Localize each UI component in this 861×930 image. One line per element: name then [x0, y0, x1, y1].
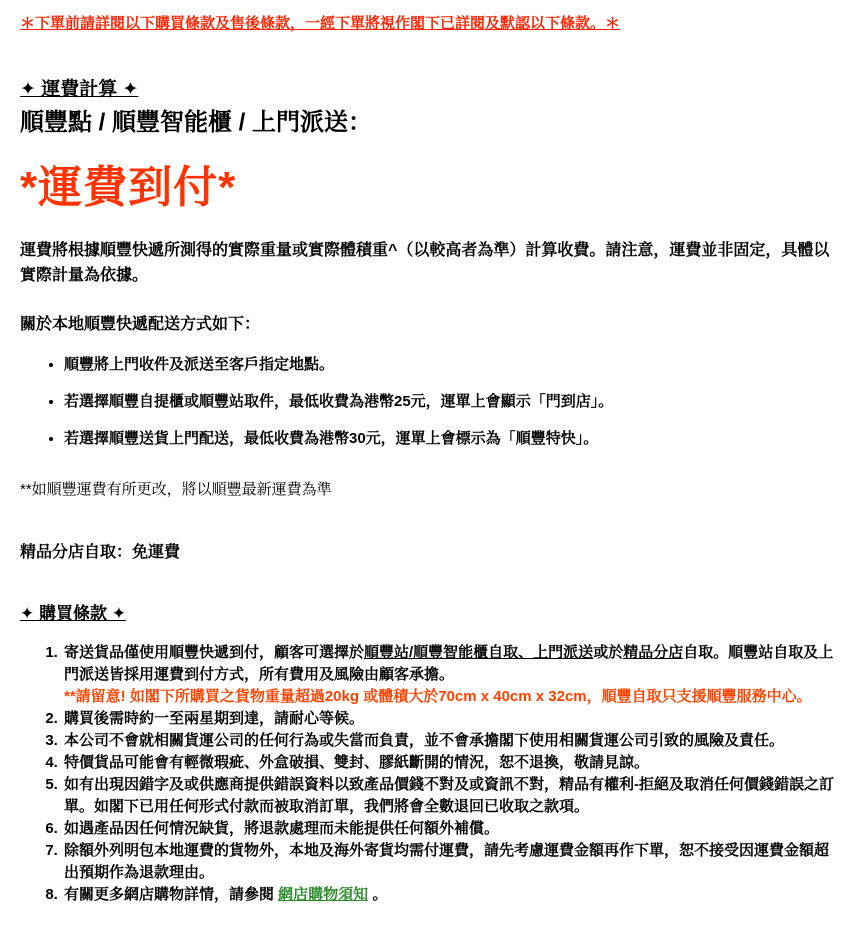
term-1-weight-limit-warning: **請留意! 如閣下所購買之貨物重量超過20kg 或體積大於70cm x 40cm x 32cm，順豐自取只支援順豐服務中心。 [64, 688, 812, 705]
list-item: • 順豐將上門收件及派送至客戶指定地點。 [64, 354, 841, 376]
term-item-8 [62, 884, 841, 906]
store-pickup-free-text: 精品分店自取：免運費 [20, 544, 181, 561]
term-item-6: 6. 如遇產品因任何情況缺貨，將退款處理而未能提供任何額外補償。 [62, 818, 841, 840]
freight-calculation-intro: 運費將根據順豐快遞所測得的實際重量或實際體積重^（以較高者為準）計算收費。請注意，運費並非固定，具體以實際計量為依據。 [20, 242, 830, 284]
term-1-text: 或於 [593, 644, 624, 661]
purchase-terms-heading: ✦ 購買條款 ✦ [20, 604, 126, 623]
local-delivery-methods-heading: 關於本地順豐快遞配送方式如下： [20, 316, 261, 333]
freight-collect-title: *運費到付* [20, 163, 237, 212]
term-item-2: 2. 購買後需時約一至兩星期到達，請耐心等候。 [62, 708, 841, 730]
term-1-text: 寄送貨品僅使用順豐快遞到付，顧客可選擇於 [64, 644, 365, 661]
term-item-5: 5. 如有出現因錯字及或供應商提供錯誤資料以致產品價錢不對及或資訊不對，精品有權利-拒絕及取消任何價錢錯誤之訂單。如閣下已用任何形式付款而被取消訂單，我們將會全數退回已收取之款項。 [62, 774, 841, 818]
list-item: • 若選擇順豐送貨上門配送，最低收費為港幣30元，運單上會標示為「順豐特快」。 [64, 428, 841, 450]
term-1-text: 自取。順豐站自取及上門派送皆採用運費到付方式，所有費用及風險由顧客承擔。 [64, 644, 834, 683]
list-item: • 若選擇順豐自提櫃或順豐站取件，最低收費為港幣25元，運單上會顯示「門到店」。 [64, 391, 841, 413]
online-shopping-guide-link[interactable]: 網店購物須知 [278, 886, 369, 903]
term-1-store-underlined: 精品分店 [623, 644, 684, 661]
term-8-text: 。 [368, 886, 388, 903]
term-item-1 [62, 642, 841, 708]
purchase-terms-list [20, 642, 841, 906]
delivery-methods-subheading: 順豐點 / 順豐智能櫃 / 上門派送： [20, 109, 373, 136]
term-item-7: 7. 除額外列明包本地運費的貨物外，本地及海外寄貨均需付運費，請先考慮運費金額再作下單，恕不接受因運費金額超出預期作為退款理由。 [62, 840, 841, 884]
shipping-calculation-heading: ✦ 運費計算 ✦ [20, 79, 139, 100]
term-item-4: 4. 特價貨品可能會有輕微瑕疵、外盒破損、雙封、膠紙斷開的情況，恕不退換，敬請見諒。 [62, 752, 841, 774]
pre-order-warning-text: ＊下單前請詳閱以下購買條款及售後條款，一經下單將視作閣下已詳閱及默認以下條款。＊ [20, 15, 621, 32]
term-item-3: 3. 本公司不會就相關貨運公司的任何行為或失當而負責，並不會承擔閣下使用相關貨運公司引致的風險及責任。 [62, 730, 841, 752]
term-1-pickup-options-underlined: 順豐站/順豐智能櫃自取、上門派送 [364, 644, 594, 661]
term-8-text: 有關更多網店購物詳情，請參閱 [64, 886, 279, 903]
freight-change-note: **如順豐運費有所更改，將以順豐最新運費為準 [20, 481, 332, 498]
delivery-methods-list [20, 354, 841, 450]
